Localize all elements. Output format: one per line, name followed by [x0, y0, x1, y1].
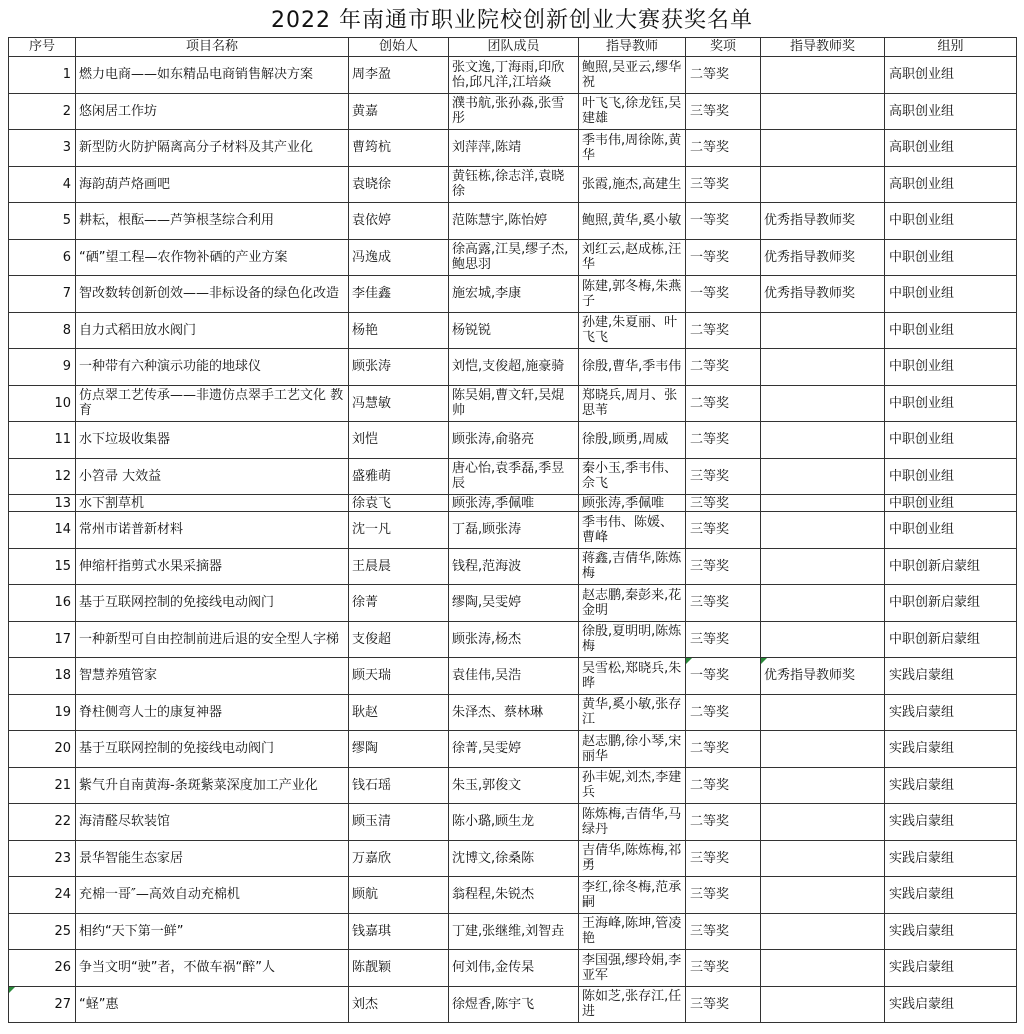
cell-members: 唐心怡,袁季磊,季昱辰: [449, 458, 579, 495]
table-body: [9, 57, 1017, 1023]
cell-members: 杨锐锐: [449, 312, 579, 349]
cell-members: 沈博文,徐桑陈: [449, 840, 579, 877]
cell-project: 充棉一哥″—高效自动充棉机: [76, 877, 349, 914]
cell-award: 二等奖: [686, 694, 761, 731]
cell-group: 中职创业组: [885, 239, 1017, 276]
cell-teacher-award: [761, 767, 885, 804]
cell-project: 景华智能生态家居: [76, 840, 349, 877]
cell-group: 中职创业组: [885, 458, 1017, 495]
cell-award: 一等奖: [686, 658, 761, 695]
cell-founder: 徐袁飞: [349, 495, 449, 512]
col-header-founder: 创始人: [349, 38, 449, 57]
cell-founder: 周李盈: [349, 57, 449, 94]
table-row: [9, 385, 1017, 422]
table-row: [9, 731, 1017, 768]
cell-no: 12: [9, 458, 76, 495]
cell-founder: 顾天瑞: [349, 658, 449, 695]
cell-marker: [9, 987, 15, 993]
table-row: [9, 239, 1017, 276]
col-header-no: 序号: [9, 38, 76, 57]
cell-advisors: 季韦伟、陈媛、曹峰: [579, 512, 686, 549]
cell-group: 中职创新启蒙组: [885, 621, 1017, 658]
cell-founder: 冯逸成: [349, 239, 449, 276]
cell-no: 13: [9, 495, 76, 512]
cell-teacher-award: 优秀指导教师奖: [761, 239, 885, 276]
cell-no: 18: [9, 658, 76, 695]
col-header-group: 组别: [885, 38, 1017, 57]
cell-project: 燃力电商——如东精品电商销售解决方案: [76, 57, 349, 94]
cell-members: 袁佳伟,吴浩: [449, 658, 579, 695]
cell-no: 11: [9, 422, 76, 459]
cell-teacher-award: [761, 840, 885, 877]
table-row: [9, 950, 1017, 987]
cell-no: 27: [9, 986, 76, 1023]
cell-founder: 袁晓徐: [349, 166, 449, 203]
cell-teacher-award: [761, 986, 885, 1023]
cell-project: 一种带有六种演示功能的地球仪: [76, 349, 349, 386]
cell-group: 实践启蒙组: [885, 986, 1017, 1023]
cell-teacher-award: [761, 621, 885, 658]
cell-advisors: 顾张涛,季佩唯: [579, 495, 686, 512]
cell-teacher-award: [761, 877, 885, 914]
cell-group: 高职创业组: [885, 93, 1017, 130]
cell-founder: 钱嘉琪: [349, 913, 449, 950]
cell-members: 施宏城,李康: [449, 276, 579, 313]
cell-advisors: 孙建,朱夏丽、叶飞飞: [579, 312, 686, 349]
table-row: [9, 986, 1017, 1023]
cell-award: 三等奖: [686, 986, 761, 1023]
cell-advisors: 张霞,施杰,高建生: [579, 166, 686, 203]
cell-advisors: 吴雪松,郑晓兵,朱晔: [579, 658, 686, 695]
cell-award: 一等奖: [686, 276, 761, 313]
cell-group: 实践启蒙组: [885, 950, 1017, 987]
table-row: [9, 93, 1017, 130]
cell-founder: 盛雅萌: [349, 458, 449, 495]
cell-group: 中职创新启蒙组: [885, 548, 1017, 585]
cell-marker: [761, 658, 767, 664]
cell-members: 何刘伟,金传杲: [449, 950, 579, 987]
cell-no: 5: [9, 203, 76, 240]
cell-members: 刘恺,支俊超,施豪骑: [449, 349, 579, 386]
col-header-advisors: 指导教师: [579, 38, 686, 57]
cell-project: 自力式稻田放水阀门: [76, 312, 349, 349]
cell-founder: 袁依婷: [349, 203, 449, 240]
col-header-project: 项目名称: [76, 38, 349, 57]
cell-no: 21: [9, 767, 76, 804]
table-row: [9, 276, 1017, 313]
cell-advisors: 吉倩华,陈炼梅,祁勇: [579, 840, 686, 877]
cell-project: 智慧养殖管家: [76, 658, 349, 695]
cell-group: 实践启蒙组: [885, 840, 1017, 877]
cell-group: 高职创业组: [885, 166, 1017, 203]
table-row: [9, 767, 1017, 804]
cell-project: 紫气升自南黄海-条斑紫菜深度加工产业化: [76, 767, 349, 804]
cell-advisors: 徐殷,顾勇,周威: [579, 422, 686, 459]
cell-members: 陈吴娟,曹文轩,吴焜帅: [449, 385, 579, 422]
cell-founder: 杨艳: [349, 312, 449, 349]
cell-founder: 徐菁: [349, 585, 449, 622]
cell-award: 三等奖: [686, 166, 761, 203]
cell-teacher-award: [761, 385, 885, 422]
table-row: [9, 495, 1017, 512]
cell-award: 三等奖: [686, 495, 761, 512]
cell-award: 三等奖: [686, 585, 761, 622]
cell-group: 中职创业组: [885, 312, 1017, 349]
cell-teacher-award: [761, 312, 885, 349]
cell-award: 二等奖: [686, 312, 761, 349]
cell-members: 翁程程,朱锐杰: [449, 877, 579, 914]
cell-project: 耕耘，根酝——芦笋根茎综合利用: [76, 203, 349, 240]
cell-award: 二等奖: [686, 57, 761, 94]
cell-group: 中职创业组: [885, 495, 1017, 512]
cell-advisors: 徐殷,曹华,季韦伟: [579, 349, 686, 386]
cell-group: 中职创业组: [885, 203, 1017, 240]
cell-teacher-award: [761, 913, 885, 950]
cell-marker: [686, 658, 692, 664]
cell-members: 范陈慧宇,陈怡婷: [449, 203, 579, 240]
cell-award: 一等奖: [686, 203, 761, 240]
cell-teacher-award: [761, 349, 885, 386]
cell-founder: 曹筠杭: [349, 130, 449, 167]
cell-members: 徐高露,江昊,缪子杰, 鲍思羽: [449, 239, 579, 276]
cell-members: 顾张涛,季佩唯: [449, 495, 579, 512]
cell-founder: 万嘉欣: [349, 840, 449, 877]
cell-project: 脊柱侧弯人士的康复神器: [76, 694, 349, 731]
cell-group: 实践启蒙组: [885, 731, 1017, 768]
col-header-teacher-award: 指导教师奖: [761, 38, 885, 57]
cell-group: 中职创业组: [885, 349, 1017, 386]
cell-no: 1: [9, 57, 76, 94]
cell-group: 高职创业组: [885, 57, 1017, 94]
cell-teacher-award: [761, 548, 885, 585]
cell-no: 4: [9, 166, 76, 203]
cell-teacher-award: [761, 950, 885, 987]
table-row: [9, 877, 1017, 914]
cell-group: 中职创新启蒙组: [885, 585, 1017, 622]
cell-group: 中职创业组: [885, 512, 1017, 549]
cell-members: 濮书航,张孙淼,张雪彤: [449, 93, 579, 130]
cell-members: 顾张涛,俞骆亮: [449, 422, 579, 459]
cell-no: 19: [9, 694, 76, 731]
cell-members: 钱程,范海波: [449, 548, 579, 585]
cell-award: 二等奖: [686, 767, 761, 804]
cell-teacher-award: [761, 731, 885, 768]
cell-advisors: 秦小玉,季韦伟、佘飞: [579, 458, 686, 495]
cell-advisors: 徐殷,夏明明,陈炼梅: [579, 621, 686, 658]
cell-founder: 顾航: [349, 877, 449, 914]
cell-no: 9: [9, 349, 76, 386]
cell-group: 实践启蒙组: [885, 877, 1017, 914]
cell-no: 10: [9, 385, 76, 422]
table-row: [9, 548, 1017, 585]
cell-project: 仿点翠工艺传承——非遗仿点翠手工艺文化 教育: [76, 385, 349, 422]
cell-group: 中职创业组: [885, 276, 1017, 313]
cell-advisors: 叶飞飞,徐龙钰,吴建雄: [579, 93, 686, 130]
cell-project: 小笤帚 大效益: [76, 458, 349, 495]
cell-project: 智改数转创新创效——非标设备的绿色化改造: [76, 276, 349, 313]
cell-project: “蛏”惠: [76, 986, 349, 1023]
cell-award: 二等奖: [686, 130, 761, 167]
cell-founder: 李佳鑫: [349, 276, 449, 313]
cell-no: 14: [9, 512, 76, 549]
cell-no: 16: [9, 585, 76, 622]
cell-award: 三等奖: [686, 621, 761, 658]
cell-founder: 顾张涛: [349, 349, 449, 386]
cell-award: 二等奖: [686, 385, 761, 422]
table-row: [9, 130, 1017, 167]
cell-group: 实践启蒙组: [885, 913, 1017, 950]
table-row: [9, 312, 1017, 349]
cell-group: 实践启蒙组: [885, 804, 1017, 841]
cell-members: 陈小璐,顾生龙: [449, 804, 579, 841]
table-row: [9, 621, 1017, 658]
cell-members: 刘萍萍,陈靖: [449, 130, 579, 167]
cell-teacher-award: [761, 495, 885, 512]
table-row: [9, 166, 1017, 203]
col-header-award: 奖项: [686, 38, 761, 57]
cell-members: 朱泽杰、蔡林琳: [449, 694, 579, 731]
cell-project: 一种新型可自由控制前进后退的安全型人字梯: [76, 621, 349, 658]
cell-members: 张文逸,丁海雨,印欣怡,邱凡洋,江培焱: [449, 57, 579, 94]
table-row: [9, 658, 1017, 695]
cell-teacher-award: [761, 512, 885, 549]
cell-no: 20: [9, 731, 76, 768]
cell-advisors: 蒋鑫,吉倩华,陈炼梅: [579, 548, 686, 585]
cell-teacher-award: 优秀指导教师奖: [761, 276, 885, 313]
cell-teacher-award: [761, 57, 885, 94]
cell-no: 17: [9, 621, 76, 658]
cell-group: 高职创业组: [885, 130, 1017, 167]
cell-no: 25: [9, 913, 76, 950]
cell-advisors: 黄华,奚小敏,张存江: [579, 694, 686, 731]
cell-award: 三等奖: [686, 512, 761, 549]
cell-advisors: 鲍照,吴亚云,缪华祝: [579, 57, 686, 94]
cell-no: 7: [9, 276, 76, 313]
cell-project: 水下割草机: [76, 495, 349, 512]
cell-award: 二等奖: [686, 731, 761, 768]
cell-no: 3: [9, 130, 76, 167]
cell-project: 相约“天下第一鲜”: [76, 913, 349, 950]
cell-award: 三等奖: [686, 840, 761, 877]
cell-founder: 冯慧敏: [349, 385, 449, 422]
cell-founder: 缪陶: [349, 731, 449, 768]
cell-teacher-award: [761, 422, 885, 459]
cell-teacher-award: 优秀指导教师奖: [761, 203, 885, 240]
cell-founder: 刘恺: [349, 422, 449, 459]
table-row: [9, 203, 1017, 240]
cell-group: 实践启蒙组: [885, 767, 1017, 804]
cell-project: 悠闲居工作坊: [76, 93, 349, 130]
cell-advisors: 郑晓兵,周月、张思苇: [579, 385, 686, 422]
cell-project: 基于互联网控制的免接线电动阀门: [76, 731, 349, 768]
table-row: [9, 585, 1017, 622]
cell-project: “硒”望工程—农作物补硒的产业方案: [76, 239, 349, 276]
cell-founder: 王晨晨: [349, 548, 449, 585]
cell-award: 三等奖: [686, 877, 761, 914]
cell-teacher-award: [761, 93, 885, 130]
table-row: [9, 913, 1017, 950]
cell-founder: 黄嘉: [349, 93, 449, 130]
cell-advisors: 陈炼梅,吉倩华,马绿丹: [579, 804, 686, 841]
table-row: [9, 804, 1017, 841]
cell-advisors: 李国强,缪玲娟,李亚军: [579, 950, 686, 987]
cell-teacher-award: [761, 804, 885, 841]
cell-award: 三等奖: [686, 548, 761, 585]
cell-teacher-award: [761, 130, 885, 167]
table-row: [9, 57, 1017, 94]
cell-advisors: 陈如芝,张存江,任进: [579, 986, 686, 1023]
cell-founder: 支俊超: [349, 621, 449, 658]
cell-project: 新型防火防护隔离高分子材料及其产业化: [76, 130, 349, 167]
cell-advisors: 鲍照,黄华,奚小敏: [579, 203, 686, 240]
table-row: [9, 512, 1017, 549]
cell-group: 实践启蒙组: [885, 658, 1017, 695]
cell-members: 徐煜香,陈宇飞: [449, 986, 579, 1023]
cell-project: 水下垃圾收集器: [76, 422, 349, 459]
cell-advisors: 陈建,郭冬梅,朱燕子: [579, 276, 686, 313]
cell-award: 二等奖: [686, 349, 761, 386]
cell-no: 2: [9, 93, 76, 130]
cell-teacher-award: [761, 166, 885, 203]
cell-award: 三等奖: [686, 950, 761, 987]
cell-no: 22: [9, 804, 76, 841]
cell-project: 伸缩杆指剪式水果采摘器: [76, 548, 349, 585]
cell-group: 中职创业组: [885, 422, 1017, 459]
cell-advisors: 刘红云,赵成栋,汪华: [579, 239, 686, 276]
page-title: 2022 年南通市职业院校创新创业大赛获奖名单: [271, 8, 753, 33]
cell-project: 海清醛尽软装馆: [76, 804, 349, 841]
cell-group: 实践启蒙组: [885, 694, 1017, 731]
cell-advisors: 孙丰妮,刘杰,李建兵: [579, 767, 686, 804]
cell-award: 三等奖: [686, 458, 761, 495]
table-row: [9, 694, 1017, 731]
cell-no: 15: [9, 548, 76, 585]
cell-award: 二等奖: [686, 422, 761, 459]
awards-table: [8, 37, 1017, 1023]
cell-members: 丁建,张继维,刘智垚: [449, 913, 579, 950]
col-header-members: 团队成员: [449, 38, 579, 57]
cell-advisors: 王海峰,陈坤,管凌艳: [579, 913, 686, 950]
cell-award: 三等奖: [686, 93, 761, 130]
table-row: [9, 458, 1017, 495]
cell-project: 基于互联网控制的免接线电动阀门: [76, 585, 349, 622]
cell-members: 缪陶,吴雯婷: [449, 585, 579, 622]
cell-advisors: 李红,徐冬梅,范承嗣: [579, 877, 686, 914]
cell-teacher-award: 优秀指导教师奖: [761, 658, 885, 695]
cell-no: 24: [9, 877, 76, 914]
cell-no: 8: [9, 312, 76, 349]
cell-founder: 钱石瑶: [349, 767, 449, 804]
cell-advisors: 赵志鹏,秦彭来,花金明: [579, 585, 686, 622]
cell-founder: 耿赵: [349, 694, 449, 731]
cell-members: 徐菁,吴雯婷: [449, 731, 579, 768]
cell-advisors: 季韦伟,周徐陈,黄华: [579, 130, 686, 167]
table-row: [9, 422, 1017, 459]
table-header-row: [9, 38, 1017, 57]
cell-project: 海韵葫芦烙画吧: [76, 166, 349, 203]
cell-teacher-award: [761, 694, 885, 731]
cell-founder: 刘杰: [349, 986, 449, 1023]
cell-award: 三等奖: [686, 913, 761, 950]
cell-founder: 顾玉清: [349, 804, 449, 841]
cell-group: 中职创业组: [885, 385, 1017, 422]
cell-founder: 陈靓颖: [349, 950, 449, 987]
table-row: [9, 349, 1017, 386]
cell-award: 二等奖: [686, 804, 761, 841]
cell-project: 常州市诺普新材料: [76, 512, 349, 549]
cell-advisors: 赵志鹏,徐小琴,宋丽华: [579, 731, 686, 768]
cell-founder: 沈一凡: [349, 512, 449, 549]
cell-members: 丁磊,顾张涛: [449, 512, 579, 549]
cell-members: 黄钰栋,徐志洋,袁晓徐: [449, 166, 579, 203]
cell-teacher-award: [761, 458, 885, 495]
table-row: [9, 840, 1017, 877]
cell-no: 6: [9, 239, 76, 276]
cell-award: 一等奖: [686, 239, 761, 276]
cell-project: 争当文明“驶”者，不做车祸“醉”人: [76, 950, 349, 987]
cell-no: 26: [9, 950, 76, 987]
cell-no: 23: [9, 840, 76, 877]
cell-members: 顾张涛,杨杰: [449, 621, 579, 658]
cell-members: 朱玉,郭俊文: [449, 767, 579, 804]
cell-teacher-award: [761, 585, 885, 622]
